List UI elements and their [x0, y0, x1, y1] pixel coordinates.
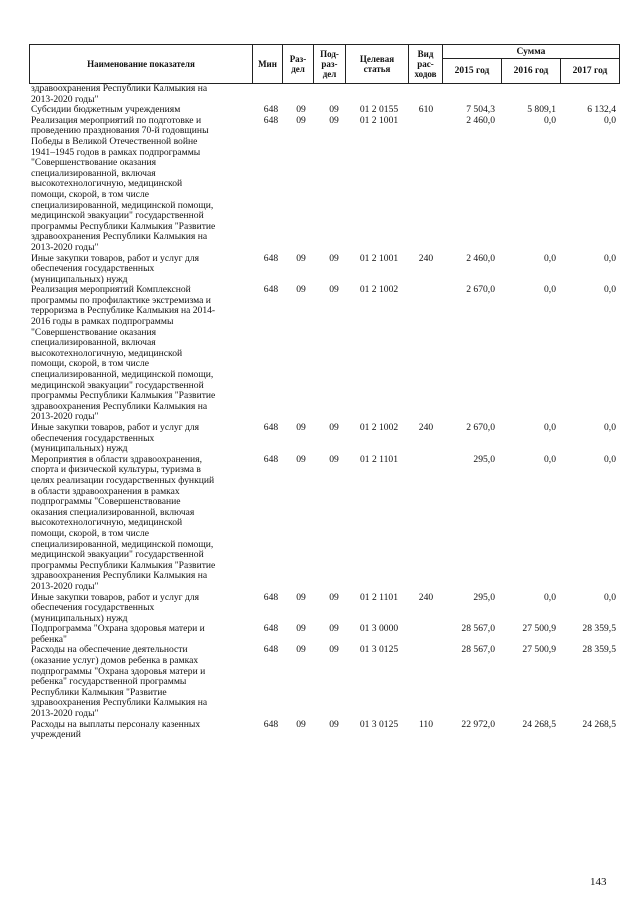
row-razdel: 09 — [296, 252, 306, 264]
row-celevaya-statya: 01 3 0000 — [359, 623, 399, 635]
row-min: 648 — [263, 114, 279, 126]
row-sum-2016: 24 268,5 — [522, 718, 556, 730]
header-summa: Сумма — [443, 45, 619, 59]
row-name: Подпрограмма "Охрана здоровья матери и ребенка" — [31, 623, 205, 645]
row-min: 648 — [263, 252, 279, 264]
row-podrazdel: 09 — [329, 591, 339, 603]
row-celevaya-statya: 01 2 0155 — [359, 104, 399, 116]
row-vid-rashodov: 240 — [418, 422, 434, 433]
table-row — [31, 254, 620, 286]
row-name: здравоохранения Республики Калмыкия на 2013-2020 годы" — [31, 83, 208, 105]
row-sum-2017: 6 132,4 — [587, 104, 616, 116]
table-header — [29, 44, 620, 84]
row-razdel: 09 — [296, 104, 306, 116]
header-min: Мин — [253, 45, 283, 83]
row-sum-2015: 2 460,0 — [466, 252, 495, 264]
row-name: Мероприятия в области здравоохранения, спорта и физической культуры, туризма в целях реализации государственных функций в области здравоохранения в рамках подпрограммы "Совершенствование оказания специализированной, включая высокотехнологичную, медицинской помощи, скорой, в том числе специализированной, медицинской помощи, медицинской эвакуации" государственной программы Республики Калмыкия "Развитие здравоохранения Республики Калмыкия на 2013-2020 годы" — [31, 453, 216, 592]
table-row — [31, 720, 620, 741]
row-razdel: 09 — [296, 644, 306, 656]
row-sum-2016: 0,0 — [544, 453, 556, 465]
row-name: Реализация мероприятий по подготовке и проведению празднования 70-й годовщины Победы в Великой Отечественной войне 1941–1945 годов в рамках подпрограммы "Совершенствование оказания специализированной, включая высокотехнологичную, медицинской помощи, скорой, в том числе специализированной, медицинской помощи, медицинской эвакуации" государственной программы Республики Калмыкия "Развитие здравоохранения Республики Калмыкия на 2013-2020 годы" — [31, 114, 216, 253]
row-sum-2015: 2 460,0 — [466, 114, 495, 126]
row-celevaya-statya: 01 2 1002 — [359, 284, 399, 296]
header-year-2016: 2016 год — [502, 59, 561, 83]
row-min: 648 — [263, 623, 279, 635]
row-name: Расходы на выплаты персоналу казенных учреждений — [31, 718, 201, 741]
table-row — [31, 84, 620, 105]
row-min: 648 — [263, 284, 279, 296]
row-celevaya-statya: 01 2 1101 — [359, 591, 399, 603]
row-razdel: 09 — [296, 284, 306, 296]
row-min: 648 — [263, 104, 279, 116]
row-sum-2015: 2 670,0 — [466, 284, 495, 296]
row-razdel: 09 — [296, 422, 306, 433]
header-year-2017: 2017 год — [572, 66, 608, 76]
row-podrazdel: 09 — [329, 284, 339, 296]
row-min: 648 — [263, 453, 279, 465]
row-razdel: 09 — [296, 453, 306, 465]
table-row — [31, 116, 620, 254]
row-celevaya-statya: 01 3 0125 — [359, 644, 399, 656]
row-name: Иные закупки товаров, работ и услуг для обеспечения государственных (муниципальных) нужд — [31, 422, 200, 455]
row-celevaya-statya: 01 2 1002 — [359, 422, 399, 433]
row-sum-2017: 24 268,5 — [582, 718, 616, 730]
table-row — [31, 285, 620, 423]
row-min: 648 — [263, 644, 279, 656]
row-podrazdel: 09 — [329, 104, 339, 116]
row-sum-2015: 22 972,0 — [461, 718, 495, 730]
row-celevaya-statya: 01 2 1001 — [359, 252, 399, 264]
row-vid-rashodov: 610 — [418, 104, 434, 116]
row-sum-2015: 295,0 — [473, 453, 495, 465]
row-vid-rashodov: 110 — [418, 718, 434, 730]
row-podrazdel: 09 — [329, 623, 339, 635]
row-name: Расходы на обеспечение деятельности (оказание услуг) домов ребенка в рамках подпрограммы "Охрана здоровья матери и ребенка" государственной программы Республики Калмыкия "Развитие здравоохранения Республики Калмыкия на 2013-2020 годы" — [31, 644, 208, 720]
header-podrazdel: Под- раз- дел — [314, 45, 346, 83]
header-name: Наименование показателя — [30, 45, 253, 83]
row-sum-2017: 28 359,5 — [582, 623, 616, 635]
row-sum-2016: 27 500,9 — [522, 623, 556, 635]
row-sum-2015: 28 567,0 — [461, 623, 495, 635]
table-body — [31, 84, 620, 741]
row-sum-2015: 28 567,0 — [461, 644, 495, 656]
row-sum-2017: 0,0 — [604, 284, 616, 296]
row-name: Реализация мероприятий Комплексной программы по профилактике экстремизма и терроризма в Республике Калмыкия на 2014- 2016 годы в рамках подпрограммы "Совершенствование оказания специализированной, включая высокотехнологичную, медицинской помощи, скорой, в том числе специализированной, медицинской помощи, медицинской эвакуации" государственной программы Республики Калмыкия "Развитие здравоохранения Республики Калмыкия на 2013-2020 годы" — [31, 284, 216, 423]
row-razdel: 09 — [296, 623, 306, 635]
table-row — [31, 645, 620, 719]
row-sum-2016: 0,0 — [544, 252, 556, 264]
row-min: 648 — [263, 422, 279, 433]
row-sum-2017: 0,0 — [604, 114, 616, 126]
row-vid-rashodov: 240 — [418, 591, 434, 603]
page-number: 143 — [590, 876, 607, 888]
row-sum-2017: 28 359,5 — [582, 644, 616, 656]
table-row — [31, 423, 620, 455]
row-razdel: 09 — [296, 718, 306, 730]
row-sum-2015: 295,0 — [473, 591, 495, 603]
row-podrazdel: 09 — [329, 422, 339, 433]
row-podrazdel: 09 — [329, 114, 339, 126]
row-vid-rashodov: 240 — [418, 252, 434, 264]
row-podrazdel: 09 — [329, 644, 339, 656]
row-sum-2017: 0,0 — [604, 422, 616, 433]
row-name: Иные закупки товаров, работ и услуг для обеспечения государственных (муниципальных) нужд — [31, 252, 200, 285]
row-podrazdel: 09 — [329, 718, 339, 730]
row-sum-2016: 0,0 — [544, 284, 556, 296]
row-sum-2015: 7 504,3 — [466, 104, 495, 116]
row-sum-2016: 0,0 — [544, 114, 556, 126]
row-sum-2017: 0,0 — [604, 591, 616, 603]
table-row — [31, 455, 620, 593]
row-sum-2016: 0,0 — [544, 422, 556, 433]
row-celevaya-statya: 01 3 0125 — [359, 718, 399, 730]
row-sum-2017: 0,0 — [604, 453, 616, 465]
row-name: Субсидии бюджетным учреждениям — [31, 104, 181, 116]
table-row — [31, 624, 620, 645]
row-celevaya-statya: 01 2 1001 — [359, 114, 399, 126]
row-podrazdel: 09 — [329, 453, 339, 465]
row-sum-2017: 0,0 — [604, 252, 616, 264]
row-sum-2016: 5 809,1 — [527, 104, 556, 116]
row-podrazdel: 09 — [329, 252, 339, 264]
header-celevaya-statya: Целевая статья — [346, 45, 409, 83]
row-min: 648 — [263, 718, 279, 730]
row-razdel: 09 — [296, 591, 306, 603]
header-razdel: Раз- дел — [283, 45, 314, 83]
row-celevaya-statya: 01 2 1101 — [359, 453, 399, 465]
header-year-2015: 2015 год — [443, 59, 502, 83]
row-sum-2015: 2 670,0 — [466, 422, 495, 433]
row-razdel: 09 — [296, 114, 306, 126]
table-row — [31, 593, 620, 625]
row-sum-2016: 0,0 — [544, 591, 556, 603]
row-min: 648 — [263, 591, 279, 603]
row-name: Иные закупки товаров, работ и услуг для обеспечения государственных (муниципальных) нужд — [31, 591, 200, 624]
header-vid-rashodov: Вид рас- ходов — [409, 45, 443, 83]
row-sum-2016: 27 500,9 — [522, 644, 556, 656]
